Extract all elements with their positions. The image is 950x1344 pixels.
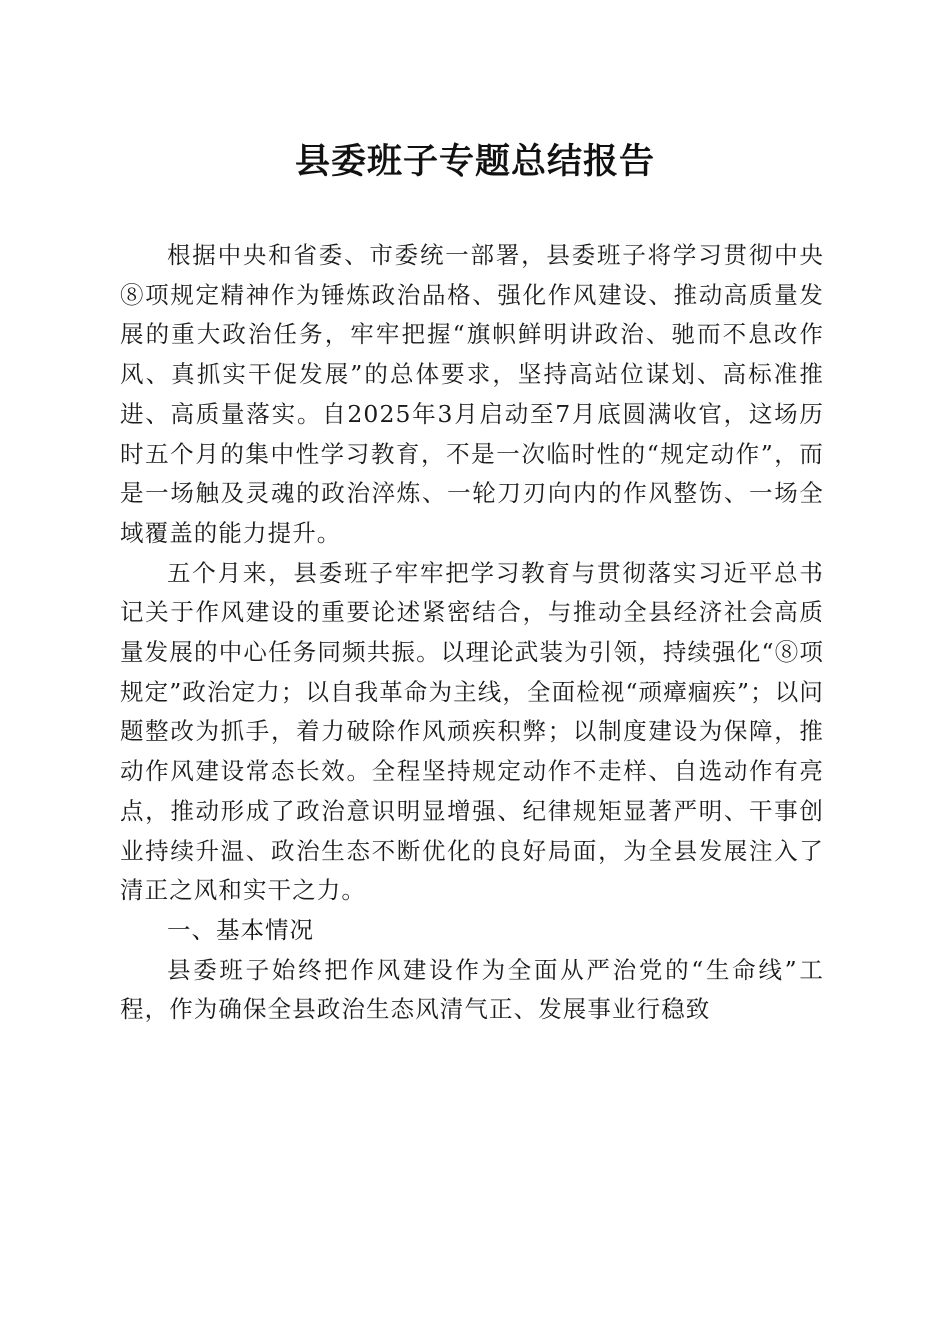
- body-paragraph-1: 根据中央和省委、市委统一部署，县委班子将学习贯彻中央⑧项规定精神作为锤炼政治品格、强化作风建设、推动高质量发展的重大政治任务，牢牢把握“旗帜鲜明讲政治、驰而不息改作风、真抓实干促发展”的总体要求，坚持高站位谋划、高标准推进、高质量落实。自2025年3月启动至7月底圆满收官，这场历时五个月的集中性学习教育，不是一次临时性的“规定动作”，而是一场触及灵魂的政治淬炼、一轮刀刃向内的作风整饬、一场全域覆盖的能力提升。: [120, 241, 824, 547]
- section-paragraph: 县委班子始终把作风建设作为全面从严治党的“生命线”工程，作为确保全县政治生态风清气正、发展事业行稳致: [120, 955, 824, 1024]
- document-title: 县委班子专题总结报告: [294, 141, 655, 182]
- body-paragraph-2: 五个月来，县委班子牢牢把学习教育与贯彻落实习近平总书记关于作风建设的重要论述紧密结合，与推动全县经济社会高质量发展的中心任务同频共振。以理论武装为引领，持续强化“⑧项规定”政治定力；以自我革命为主线，全面检视“顽瘴痼疾”；以问题整改为抓手，着力破除作风顽疾积弊；以制度建设为保障，推动作风建设常态长效。全程坚持规定动作不走样、自选动作有亮点，推动形成了政治意识明显增强、纪律规矩显著严明、干事创业持续升温、政治生态不断优化的良好局面，为全县发展注入了清正之风和实干之力。: [120, 558, 824, 905]
- section-heading: 一、基本情况: [167, 915, 314, 944]
- document-body: [120, 236, 824, 1030]
